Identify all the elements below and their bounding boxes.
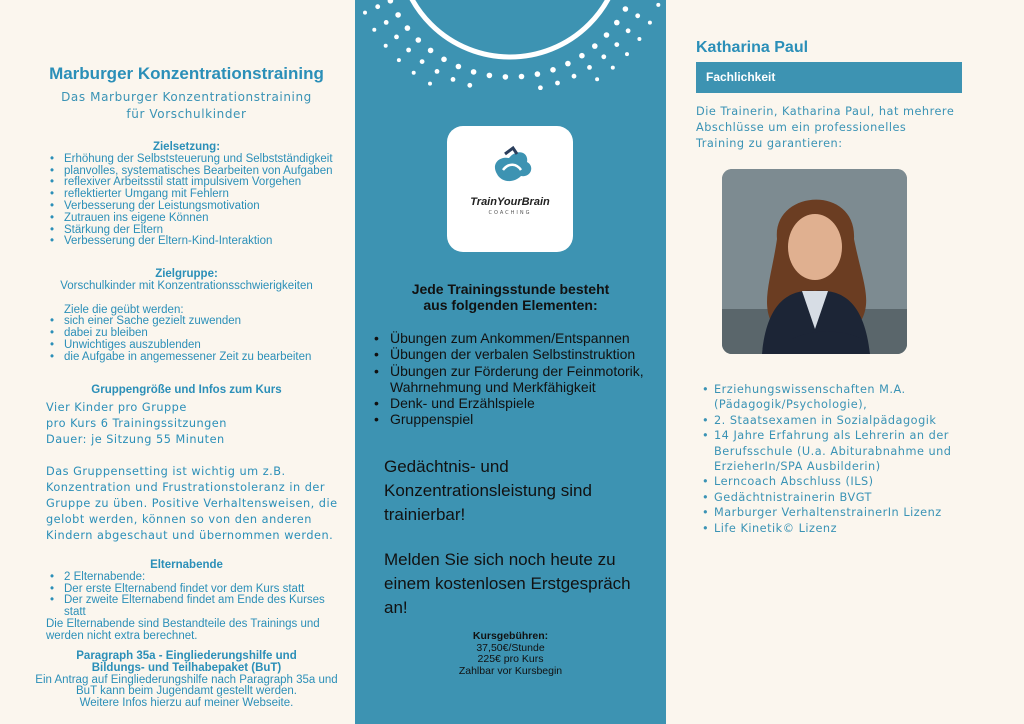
logo-subtext: COACHING xyxy=(488,210,532,216)
paragraph35-line: BuT kann beim Jugendamt gestellt werden. xyxy=(76,685,297,698)
list-item: • Verbesserung der Leistungsmotivation xyxy=(50,201,346,213)
decorative-dot xyxy=(656,3,660,7)
list-item: • Erziehungswissenschaften M.A. (Pädagogik/Psychologie), xyxy=(702,382,962,413)
subtitle xyxy=(0,89,373,123)
gruppe-section xyxy=(46,385,346,544)
decorative-dot xyxy=(420,59,425,64)
paragraph35-line: Ein Antrag auf Eingliederungshilfe nach Paragraph 35a und xyxy=(35,673,338,686)
list-item: • reflexiver Arbeitsstil statt impulsivem Vorgehen xyxy=(50,177,346,189)
list-item: • Übungen der verbalen Selbstinstruktion xyxy=(372,346,662,362)
decorative-dot xyxy=(565,61,571,67)
gruppe-line: pro Kurs 6 Trainingssitzungen xyxy=(46,416,227,430)
fachlichkeit-bar: Fachlichkeit xyxy=(696,62,962,93)
decorative-dot xyxy=(412,71,416,75)
list-item: • 2 Elternabende: xyxy=(50,572,346,584)
elements-heading-line: Jede Trainingsstunde besteht xyxy=(411,281,610,297)
paragraph35-line: Weitere Infos hierzu auf meiner Webseite. xyxy=(79,697,294,710)
decorative-dot xyxy=(384,20,389,25)
decorative-dot xyxy=(555,81,560,86)
ziele-label: Ziele die geübt werden: xyxy=(64,303,184,316)
zielsetzung-list xyxy=(50,154,346,248)
list-item: • Zutrauen ins eigene Können xyxy=(50,213,346,225)
decorative-dot xyxy=(467,83,472,88)
fees-line: 37,50€/Stunde xyxy=(476,641,545,654)
decorative-dot xyxy=(388,0,394,4)
elements-heading-line: aus folgenden Elementen: xyxy=(423,297,598,313)
decorative-dot xyxy=(451,77,456,82)
decorative-dot xyxy=(626,28,631,33)
decorative-dot xyxy=(405,25,411,31)
gruppe-paragraph: Das Gruppensetting ist wichtig um z.B. Konzentration und Frustrationstoleranz in der Gruppe zu üben. Positive Verhaltensweisen, die gelobt werden, können so von den anderen Kindern abgeschaut und übernommen werden. xyxy=(46,464,338,542)
promo-cta: Melden Sie sich noch heute zu einem kostenlosen Erstgespräch an! xyxy=(384,550,631,617)
decorative-dot xyxy=(416,37,422,43)
subtitle-line: Das Marburger Konzentrationstraining xyxy=(61,90,312,104)
decorative-dot xyxy=(395,12,401,18)
list-item: • die Aufgabe in angemessener Zeit zu bearbeiten xyxy=(50,352,346,364)
elternabende-list xyxy=(50,572,346,619)
subtitle-line: für Vorschulkinder xyxy=(126,107,247,121)
decorative-dot xyxy=(614,42,619,47)
decorative-dot xyxy=(601,54,606,59)
zielsetzung-heading: Zielsetzung: xyxy=(152,141,221,153)
elternabende-note: Die Elternabende sind Bestandteile des Trainings und werden nicht extra berechnet. xyxy=(46,617,320,642)
brain-logo-icon xyxy=(447,126,573,196)
fees-line: Zahlbar vor Kursbegin xyxy=(458,664,563,677)
trainer-intro: Die Trainerin, Katharina Paul, hat mehrere Abschlüsse um ein professionelles Training zu garantieren: xyxy=(696,105,955,150)
person-portrait-icon xyxy=(722,169,907,354)
paragraph35-heading: Bildungs- und Teilhabepaket (BuT) xyxy=(91,661,282,674)
decorative-dot xyxy=(614,20,620,26)
zielsetzung-section xyxy=(46,142,346,248)
decorative-dot xyxy=(635,13,640,18)
elements-list xyxy=(372,330,662,428)
list-item: • Life Kinetik© Lizenz xyxy=(702,521,962,536)
elternabende-section xyxy=(46,560,346,643)
decorative-dot xyxy=(579,53,585,59)
decorative-dot xyxy=(538,85,543,90)
decorative-dot xyxy=(519,74,525,80)
decorative-dot xyxy=(604,32,610,38)
decorative-dot xyxy=(384,44,388,48)
list-item: • Gruppenspiel xyxy=(372,411,662,427)
decorative-dot xyxy=(503,74,509,80)
decorative-dot xyxy=(572,74,577,79)
elternabende-heading: Elternabende xyxy=(150,559,223,571)
decorative-dot xyxy=(406,48,411,53)
decorative-dot xyxy=(625,52,629,56)
list-item: • Marburger VerhaltenstrainerIn Lizenz xyxy=(702,505,962,520)
decorative-dot xyxy=(611,66,615,70)
list-item: • Erhöhung der Selbststeuerung und Selbstständigkeit xyxy=(50,154,346,166)
elements-heading xyxy=(355,281,666,313)
ziele-list xyxy=(50,316,346,363)
gruppe-line: Vier Kinder pro Gruppe xyxy=(46,400,187,414)
gruppe-heading: Gruppengröße und Infos zum Kurs xyxy=(91,384,282,396)
decorative-dot xyxy=(435,69,440,74)
decorative-dots xyxy=(355,0,666,90)
trainer-photo xyxy=(722,169,907,354)
list-item: • Der zweite Elternabend findet am Ende des Kurses statt xyxy=(50,595,346,619)
list-item: • reflektierter Umgang mit Fehlern xyxy=(50,189,346,201)
paragraph35-heading: Paragraph 35a - Eingliederungshilfe und xyxy=(76,650,297,662)
gruppe-info xyxy=(46,400,346,448)
decorative-dot xyxy=(623,6,629,12)
decorative-dot xyxy=(456,64,462,70)
decorative-dot xyxy=(372,28,376,32)
decorative-dot xyxy=(471,69,477,75)
list-item: • dabei zu bleiben xyxy=(50,328,346,340)
decorative-dot xyxy=(487,73,493,79)
decorative-dot xyxy=(441,57,447,63)
list-item: • Stärkung der Eltern xyxy=(50,225,346,237)
list-item: • 14 Jahre Erfahrung als Lehrerin an der Berufsschule (U.a. Abiturabnahme und ErzieherIn/SPA Ausbilderin) xyxy=(702,428,962,474)
fees-heading: Kursgebühren: xyxy=(472,630,549,642)
logo-card xyxy=(447,126,573,252)
list-item: • planvolles, systematisches Bearbeiten von Aufgaben xyxy=(50,166,346,178)
zielgruppe-heading: Zielgruppe: xyxy=(155,268,218,280)
list-item: • Lerncoach Abschluss (ILS) xyxy=(702,474,962,489)
decorative-dot xyxy=(587,65,592,70)
decorative-dot xyxy=(394,35,399,40)
decorative-dot xyxy=(363,11,367,15)
list-item: • Denk- und Erzählspiele xyxy=(372,395,662,411)
decorative-dot xyxy=(535,71,541,77)
logo-text: TrainYourBrain xyxy=(470,196,550,208)
list-item: • Übungen zur Förderung der Feinmotorik, Wahrnehmung und Merkfähigkeit xyxy=(372,363,662,396)
decorative-dot xyxy=(550,67,556,73)
decorative-dot xyxy=(637,37,641,41)
decorative-dot xyxy=(648,21,652,25)
gruppe-line: Dauer: je Sitzung 55 Minuten xyxy=(46,432,225,446)
paragraph35-section xyxy=(35,650,346,710)
zielgruppe-text: Vorschulkinder mit Konzentrationsschwierigkeiten xyxy=(60,279,313,292)
list-item: • Übungen zum Ankommen/Entspannen xyxy=(372,330,662,346)
qualifications-list xyxy=(702,382,962,536)
decorative-dot xyxy=(397,58,401,62)
decorative-dot xyxy=(595,77,599,81)
list-item: • Unwichtiges auszublenden xyxy=(50,340,346,352)
decorative-dot xyxy=(428,48,434,54)
fees-line: 225€ pro Kurs xyxy=(477,653,544,665)
zielgruppe-section xyxy=(46,269,346,364)
list-item: • 2. Staatsexamen in Sozialpädagogik xyxy=(702,413,962,428)
fees-block xyxy=(355,631,666,677)
promo-text: Gedächtnis- und Konzentrationsleistung sind trainierbar! xyxy=(384,457,592,524)
list-item: • Der erste Elternabend findet vor dem Kurs statt xyxy=(50,584,346,596)
decorative-dot xyxy=(428,82,432,86)
page-title: Marburger Konzentrationstraining xyxy=(49,64,324,83)
list-item: • Verbesserung der Eltern-Kind-Interaktion xyxy=(50,236,346,248)
trainer-name: Katharina Paul xyxy=(696,39,809,56)
list-item: • sich einer Sache gezielt zuwenden xyxy=(50,316,346,328)
decorative-dot xyxy=(375,4,380,9)
decorative-dot xyxy=(592,43,598,49)
list-item: • Gedächtnistrainerin BVGT xyxy=(702,490,962,505)
